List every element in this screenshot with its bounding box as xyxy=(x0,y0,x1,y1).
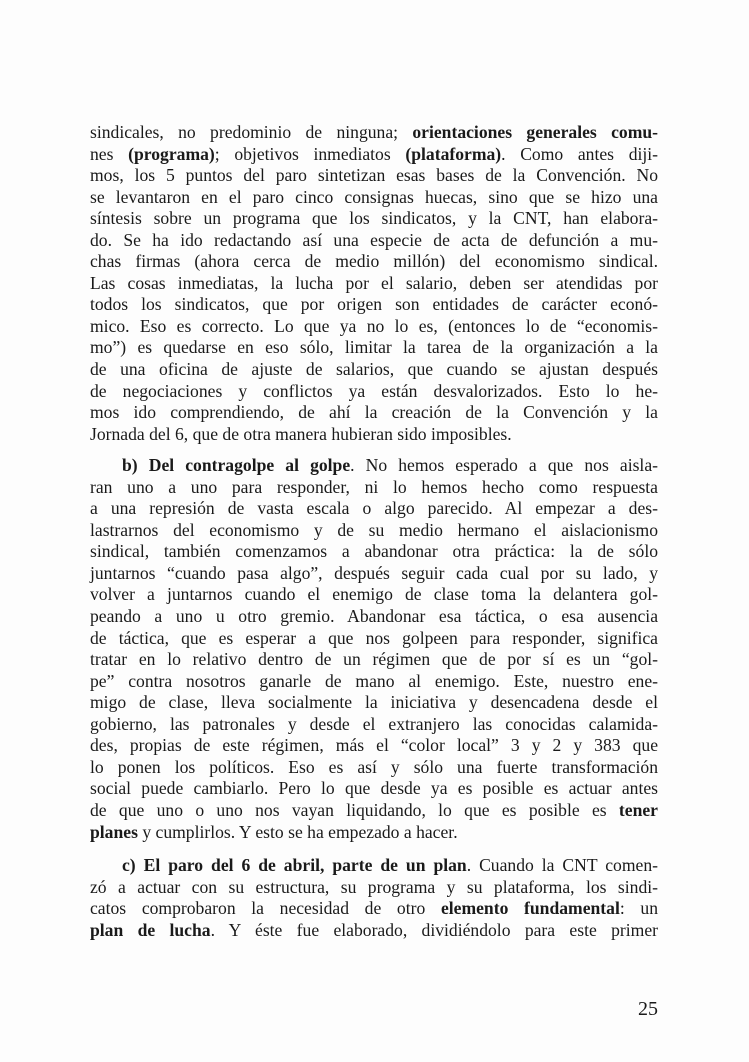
text-run: . No hemos esperado a que nos aisla- xyxy=(350,455,658,476)
text-run: a una represión de vasta escala o algo parecido. Al empezar a des- xyxy=(90,498,658,519)
text-line xyxy=(90,477,658,499)
text-line xyxy=(90,714,658,736)
text-line xyxy=(90,165,658,187)
text-run: juntarnos “cuando pasa algo”, después seguir cada cual por su lado, y xyxy=(90,562,658,583)
text-line xyxy=(90,692,658,714)
bold-text-run: orientaciones generales comu- xyxy=(412,122,658,142)
text-run: zó a actuar con su estructura, su programa y su plataforma, los sindi- xyxy=(90,876,658,897)
text-line xyxy=(90,778,658,800)
text-line xyxy=(90,208,658,230)
text-run: mo”) es quedarse en eso sólo, limitar la tarea de la organización a la xyxy=(90,337,658,358)
text-run: lo ponen los políticos. Eso es así y sólo una fuerte transformación xyxy=(90,756,658,777)
text-line xyxy=(90,316,658,338)
text-run: . Y éste fue elaborado, dividiéndolo para este primer xyxy=(210,919,658,940)
paragraph-section-c xyxy=(90,855,658,941)
text-line xyxy=(90,628,658,650)
text-run: . Cuando la CNT comen- xyxy=(466,855,659,876)
text-line xyxy=(90,337,658,359)
text-line xyxy=(90,455,658,477)
bold-text-run: plan de lucha xyxy=(90,919,211,940)
paragraph-section-b xyxy=(90,455,658,843)
text-line xyxy=(90,800,658,822)
text-line xyxy=(90,187,658,209)
paragraph-intro xyxy=(90,122,658,445)
text-run: sindicales, no predominio de ninguna; xyxy=(90,122,413,142)
text-run: y cumplirlos. Y esto se ha empezado a hacer. xyxy=(137,821,458,842)
text-run: ran uno a uno para responder, ni lo hemos hecho como respuesta xyxy=(90,476,658,497)
text-line xyxy=(90,757,658,779)
text-line xyxy=(90,541,658,563)
bold-text-run: c) El paro del 6 de abril, parte de un plan xyxy=(122,855,467,876)
text-run: ; objetivos inmediatos xyxy=(214,143,406,164)
text-line xyxy=(90,649,658,671)
text-run: social puede cambiarlo. Pero lo que desde ya es posible es actuar antes xyxy=(90,778,658,799)
text-line xyxy=(90,498,658,520)
text-line xyxy=(90,606,658,628)
bold-text-run: (programa) xyxy=(128,143,215,164)
text-run: Jornada del 6, que de otra manera hubieran sido imposibles. xyxy=(90,423,512,444)
text-run: de negociaciones y conflictos ya están desvalorizados. Esto lo he- xyxy=(90,380,658,401)
text-line xyxy=(90,735,658,757)
text-line xyxy=(90,920,658,942)
text-run: síntesis sobre un programa que los sindicatos, y la CNT, han elabora- xyxy=(90,208,658,229)
text-line xyxy=(90,251,658,273)
text-run: se levantaron en el paro cinco consignas huecas, sino que se hizo una xyxy=(90,186,658,207)
text-run: mos ido comprendiendo, de ahí la creación de la Convención y la xyxy=(90,402,658,423)
text-line xyxy=(90,822,658,844)
text-line xyxy=(90,273,658,295)
text-run: mico. Eso es correcto. Lo que ya no lo es, (entonces lo de “economis- xyxy=(90,315,658,336)
text-line xyxy=(90,855,658,877)
bold-text-run: (plataforma) xyxy=(405,143,502,164)
text-run: de táctica, que es esperar a que nos golpeen para responder, significa xyxy=(90,627,658,648)
text-line xyxy=(90,520,658,542)
text-line xyxy=(90,563,658,585)
text-run: peando a uno u otro gremio. Abandonar esa táctica, o esa ausencia xyxy=(90,606,658,627)
body-text xyxy=(90,122,658,941)
text-run: mos, los 5 puntos del paro sintetizan esas bases de la Convención. No xyxy=(90,165,658,186)
text-run: migo de clase, lleva socialmente la iniciativa y desencadena desde el xyxy=(90,692,658,713)
text-run: catos comprobaron la necesidad de otro xyxy=(90,898,441,919)
text-run: sindical, también comenzamos a abandonar otra práctica: la de sólo xyxy=(90,541,658,562)
text-line xyxy=(90,294,658,316)
text-run: de una oficina de ajuste de salarios, que cuando se ajustan después xyxy=(90,359,658,380)
text-run: pe” contra nosotros ganarle de mano al enemigo. Este, nuestro ene- xyxy=(90,670,658,691)
text-line xyxy=(90,671,658,693)
text-run: lastrarnos del economismo y de su medio hermano el aislacionismo xyxy=(90,519,658,540)
page-number: 25 xyxy=(638,998,658,1020)
text-line xyxy=(90,381,658,403)
text-run: Las cosas inmediatas, la lucha por el salario, deben ser atendidas por xyxy=(90,272,658,293)
bold-text-run: planes xyxy=(90,821,138,842)
text-run: todos los sindicatos, que por origen son entidades de carácter econó- xyxy=(90,294,658,315)
text-line xyxy=(90,359,658,381)
text-line xyxy=(90,144,658,166)
text-run: volver a juntarnos cuando el enemigo de clase toma la delantera gol- xyxy=(90,584,658,605)
text-run: nes xyxy=(90,143,129,164)
text-line xyxy=(90,402,658,424)
bold-text-run: tener xyxy=(618,799,658,820)
text-run: tratar en lo relativo dentro de un régimen que de por sí es un “gol- xyxy=(90,649,658,670)
bold-text-run: elemento fundamental xyxy=(440,898,620,919)
text-run: gobierno, las patronales y desde el extranjero las conocidas calamida- xyxy=(90,713,658,734)
text-line xyxy=(90,877,658,899)
text-run: de que uno o uno nos vayan liquidando, lo que es posible es xyxy=(90,799,619,820)
text-run: . Como antes diji- xyxy=(501,143,659,164)
bold-text-run: b) Del contragolpe al golpe xyxy=(122,455,351,476)
text-run: : un xyxy=(619,898,658,919)
text-line xyxy=(90,898,658,920)
text-line xyxy=(90,230,658,252)
text-run: chas firmas (ahora cerca de medio millón) del economismo sindical. xyxy=(90,251,658,272)
text-line xyxy=(90,584,658,606)
text-line xyxy=(90,122,658,144)
text-line xyxy=(90,424,658,446)
text-run: do. Se ha ido redactando así una especie de acta de defunción a mu- xyxy=(90,229,658,250)
text-run: des, propias de este régimen, más el “color local” 3 y 2 y 383 que xyxy=(90,735,658,756)
